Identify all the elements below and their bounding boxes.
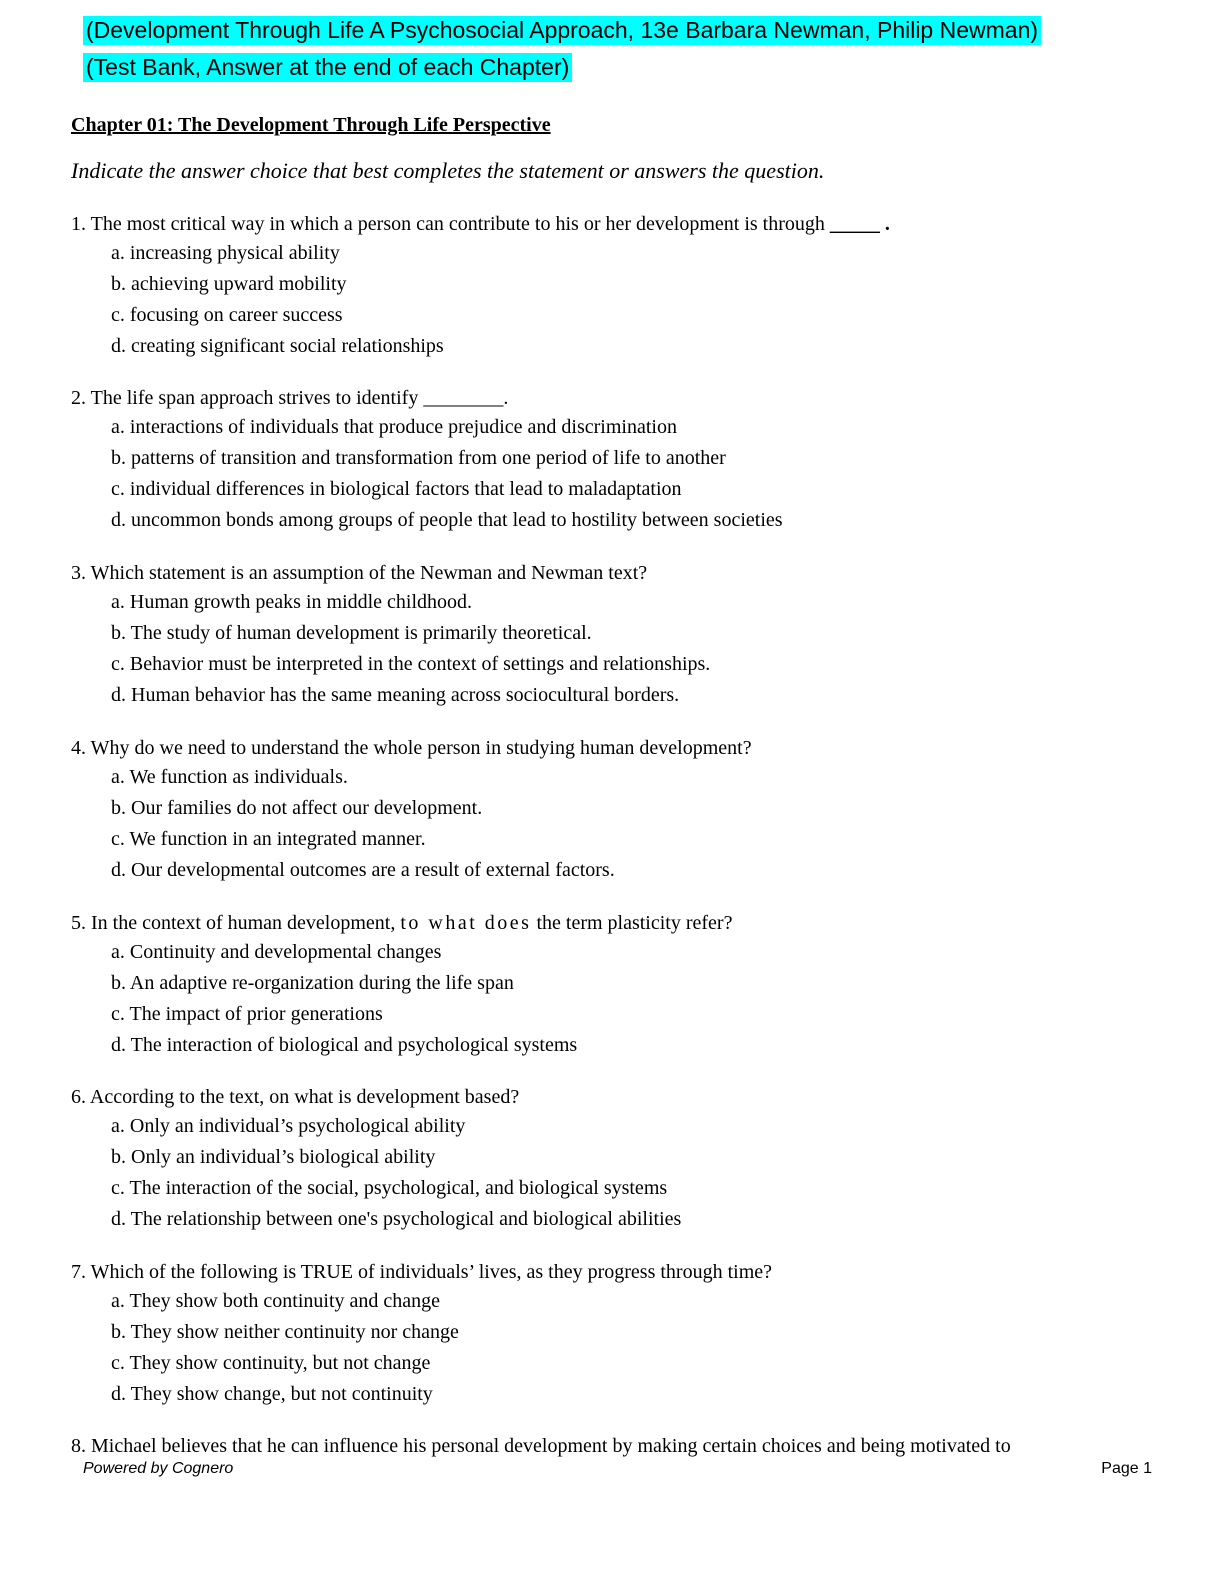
question-stem: 4. Why do we need to understand the whole person in studying human development? xyxy=(71,737,752,759)
question-stem xyxy=(71,909,1161,937)
footer-page-number: Page 1 xyxy=(1101,1460,1152,1477)
choice-list xyxy=(71,937,1161,1061)
choice-a: a. We function as individuals. xyxy=(111,766,348,788)
question-7 xyxy=(71,1258,1161,1410)
choice-a: a. Only an individual’s psychological ability xyxy=(111,1115,466,1137)
question-stem-text: the term plasticity refer? xyxy=(531,912,733,934)
choice-d: d. Human behavior has the same meaning across sociocultural borders. xyxy=(111,684,680,706)
choice-a: a. increasing physical ability xyxy=(111,242,340,264)
choice-c: c. Behavior must be interpreted in the context of settings and relationships. xyxy=(111,653,711,675)
choice-b: b. An adaptive re-organization during the life span xyxy=(111,972,514,994)
footer-powered-by: Powered by Cognero xyxy=(83,1460,234,1477)
question-stem: 8. Michael believes that he can influence his personal development by making certain choices and being motivated to xyxy=(71,1435,1011,1457)
choice-d: d. uncommon bonds among groups of people that lead to hostility between societies xyxy=(111,509,783,531)
choice-list xyxy=(71,1286,1161,1410)
question-8 xyxy=(71,1432,1161,1460)
header-title-line: (Development Through Life A Psychosocial Approach, 13e Barbara Newman, Philip Newman) xyxy=(83,16,1041,45)
question-stem-text: 1. The most critical way in which a person can contribute to his or her development is through xyxy=(71,213,830,235)
choice-c: c. The interaction of the social, psychological, and biological systems xyxy=(111,1177,668,1199)
question-stem: 2. The life span approach strives to identify ________. xyxy=(71,387,509,409)
question-2 xyxy=(71,384,1161,536)
choice-a: a. Continuity and developmental changes xyxy=(111,941,442,963)
choice-c: c. We function in an integrated manner. xyxy=(111,828,426,850)
choice-b: b. They show neither continuity nor change xyxy=(111,1321,459,1343)
choice-b: b. patterns of transition and transformation from one period of life to another xyxy=(111,447,726,469)
choice-b: b. achieving upward mobility xyxy=(111,273,347,295)
choice-list xyxy=(71,587,1161,711)
question-stem: 7. Which of the following is TRUE of individuals’ lives, as they progress through time? xyxy=(71,1261,773,1283)
choice-d: d. They show change, but not continuity xyxy=(111,1383,433,1405)
instructions-text: Indicate the answer choice that best completes the statement or answers the question. xyxy=(71,158,825,183)
choice-b: b. Only an individual’s biological ability xyxy=(111,1146,436,1168)
choice-d: d. creating significant social relationships xyxy=(111,335,444,357)
question-5 xyxy=(71,909,1161,1061)
choice-c: c. focusing on career success xyxy=(111,304,343,326)
question-stem-text: 5. In the context of human development, xyxy=(71,912,401,934)
choice-list xyxy=(71,762,1161,886)
question-stem xyxy=(71,210,1161,238)
choice-a: a. Human growth peaks in middle childhood. xyxy=(111,591,473,613)
choice-list xyxy=(71,412,1161,536)
choice-d: d. Our developmental outcomes are a result of external factors. xyxy=(111,859,615,881)
choice-d: d. The interaction of biological and psychological systems xyxy=(111,1034,578,1056)
choice-list xyxy=(71,1111,1161,1235)
answer-blank: _____ . xyxy=(829,213,890,235)
choice-list xyxy=(71,238,1161,362)
choice-a: a. They show both continuity and change xyxy=(111,1290,441,1312)
choice-c: c. The impact of prior generations xyxy=(111,1003,383,1025)
question-4 xyxy=(71,734,1161,886)
question-stem: 3. Which statement is an assumption of the Newman and Newman text? xyxy=(71,562,648,584)
header-subtitle-line: (Test Bank, Answer at the end of each Chapter) xyxy=(83,53,572,82)
chapter-title: Chapter 01: The Development Through Life Perspective xyxy=(71,114,551,136)
question-stem-spaced-text: to what does xyxy=(400,912,532,934)
choice-c: c. They show continuity, but not change xyxy=(111,1352,431,1374)
question-1 xyxy=(71,210,1161,362)
choice-d: d. The relationship between one's psychological and biological abilities xyxy=(111,1208,682,1230)
question-3 xyxy=(71,559,1161,711)
choice-b: b. The study of human development is primarily theoretical. xyxy=(111,622,592,644)
choice-c: c. individual differences in biological factors that lead to maladaptation xyxy=(111,478,682,500)
choice-b: b. Our families do not affect our development. xyxy=(111,797,483,819)
question-stem: 6. According to the text, on what is development based? xyxy=(71,1086,520,1108)
question-6 xyxy=(71,1083,1161,1235)
choice-a: a. interactions of individuals that produce prejudice and discrimination xyxy=(111,416,677,438)
